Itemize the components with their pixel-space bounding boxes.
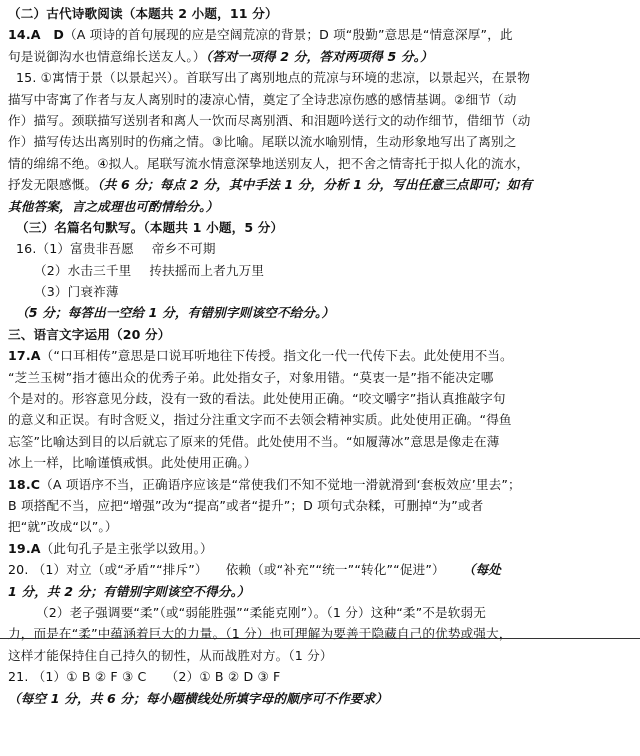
q16-scoring-note: （5 分；每答出一空给 1 分，有错别字则该空不给分。） bbox=[16, 305, 335, 321]
q15-line-4: 作）描写传达出离别时的伤痛之情。③比喻。尾联以流水喻别情，生动形象地写出了离别之 bbox=[8, 134, 517, 150]
q19-answer: A bbox=[30, 540, 41, 556]
q16-item-2: （2）水击三千里 抟扶摇而上者九万里 bbox=[34, 262, 265, 278]
q14-explanation: （A 项诗的首句展现的应是空阔荒凉的背景；D 项“殷勤”意思是“情意深厚”，此 bbox=[64, 27, 513, 43]
q16-item-1: 16.（1）富贵非吾愿 帝乡不可期 bbox=[16, 241, 216, 257]
q18-line-2: B 项搭配不当，应把“增强”改为“提高”或者“提升”；D 项句式杂糅，可删掉“为”或者 bbox=[8, 497, 484, 513]
q14-scoring-note: （答对一项得 2 分，答对两项得 5 分。） bbox=[205, 48, 433, 64]
q16-item-3: （3）门衰祚薄 bbox=[34, 284, 119, 300]
q15-line-5: 情的绵绵不绝。④拟人。尾联写流水情意深挚地送别友人，把不舍之情寄托于拟人化的流水， bbox=[8, 155, 530, 171]
q20-scoring-note: （每处 bbox=[462, 562, 501, 578]
q17-line-6: 冰上一样，比喻谨慎戒惧。此处使用正确。） bbox=[8, 455, 257, 471]
q14-number: 14. bbox=[8, 27, 31, 43]
q18-answer: C bbox=[30, 476, 41, 492]
q15-line-3: 作）描写。颈联描写送别者和离人一饮而尽离别酒、和泪题吟送行文的动作细节，借细节（动 bbox=[8, 112, 531, 128]
page-divider-line bbox=[0, 638, 640, 639]
q17-line-2: “芝兰玉树”指才德出众的优秀子弟。此处指女子，对象用错。“莫衷一是”指不能决定哪 bbox=[8, 369, 494, 385]
section-title-language: 三、语言文字运用（20 分） bbox=[8, 326, 171, 342]
section-title-famous-lines: （三）名篇名句默写。（本题共 1 小题，5 分） bbox=[16, 219, 284, 235]
q18-line-3: 把“就”改成“以”。） bbox=[8, 519, 118, 535]
q14-line-2: 句是说御沟水也情意绵长送友人。）（答对一项得 2 分，答对两项得 5 分。） bbox=[8, 48, 433, 64]
q21-scoring-note: （每空 1 分，共 6 分；每小题横线处所填字母的顺序可不作要求） bbox=[8, 690, 389, 706]
q19-number: 19. bbox=[8, 540, 31, 556]
q20-line-5: 这样才能保持住自己持久的韧性，从而战胜对方。（1 分） bbox=[8, 647, 333, 663]
q18-line-1: 18.C（A 项语序不当，正确语序应该是“常使我们不知不觉地一滑就滑到‘套板效应’里去”； bbox=[8, 476, 521, 492]
q17-line-1: 17.A（“口耳相传”意思是口说耳听地往下传授。指文化一代一代传下去。此处使用不当。 bbox=[8, 348, 513, 364]
q15-scoring-note-2: 其他答案，言之成理也可酌情给分。） bbox=[8, 198, 219, 214]
q15-line-1: 15. ①寓情于景（以景起兴）。首联写出了离别地点的荒凉与环境的悲凉，以景起兴，在景物 bbox=[16, 70, 531, 86]
q18-number: 18. bbox=[8, 476, 31, 492]
q15-line-2: 描写中寄寓了作者与友人离别时的凄凉心情，奠定了全诗悲凉伤感的感情基调。②细节（动 bbox=[8, 91, 517, 107]
q14-line-1 bbox=[8, 24, 632, 45]
q17-answer: A bbox=[30, 348, 41, 364]
q15-line-6: 抒发无限感慨。（共 6 分；每点 2 分，其中手法 1 分，分析 1 分，写出任意三点即可；如有 bbox=[8, 177, 533, 193]
q17-number: 17. bbox=[8, 348, 31, 364]
q17-line-3: 个是对的。形容意见分歧，没有一致的看法。此处使用正确。“咬文嚼字”指认真推敲字句 bbox=[8, 391, 506, 407]
q17-line-5: 忘筌”比喻达到目的以后就忘了原来的凭借。此处使用不当。“如履薄冰”意思是像走在薄 bbox=[8, 433, 500, 449]
q14-answer: A D bbox=[30, 27, 65, 43]
section-title-poetry: （二）古代诗歌阅读（本题共 2 小题，11 分） bbox=[8, 6, 278, 21]
q20-scoring-note-2: 1 分，共 2 分；有错别字则该空不得分。） bbox=[8, 583, 250, 599]
q21-line: 21. （1）① B ② F ③ C （2）① B ② D ③ F bbox=[8, 669, 281, 685]
q20-line-3: （2）老子强调要“柔”（或“弱能胜强”“柔能克刚”）。（1 分）这种“柔”不是软弱无 bbox=[36, 604, 487, 620]
q20-line-1: 20. （1）对立（或“矛盾”“排斥”） 依赖（或“补充”“统一”“转化”“促进”） （每处 bbox=[8, 562, 501, 578]
q17-line-4: 的意义和正误。有时含贬义，指过分注重文字而不去领会精神实质。此处使用正确。“得鱼 bbox=[8, 412, 512, 428]
q15-scoring-note: （共 6 分；每点 2 分，其中手法 1 分，分析 1 分，写出任意三点即可；如有 bbox=[97, 177, 533, 193]
q20-line-4: 力，而是在“柔”中蕴涵着巨大的力量。（1 分）也可理解为要善于隐藏自己的优势或强大， bbox=[8, 626, 512, 642]
q19-line: 19.A（此句孔子是主张学以致用。） bbox=[8, 540, 213, 556]
